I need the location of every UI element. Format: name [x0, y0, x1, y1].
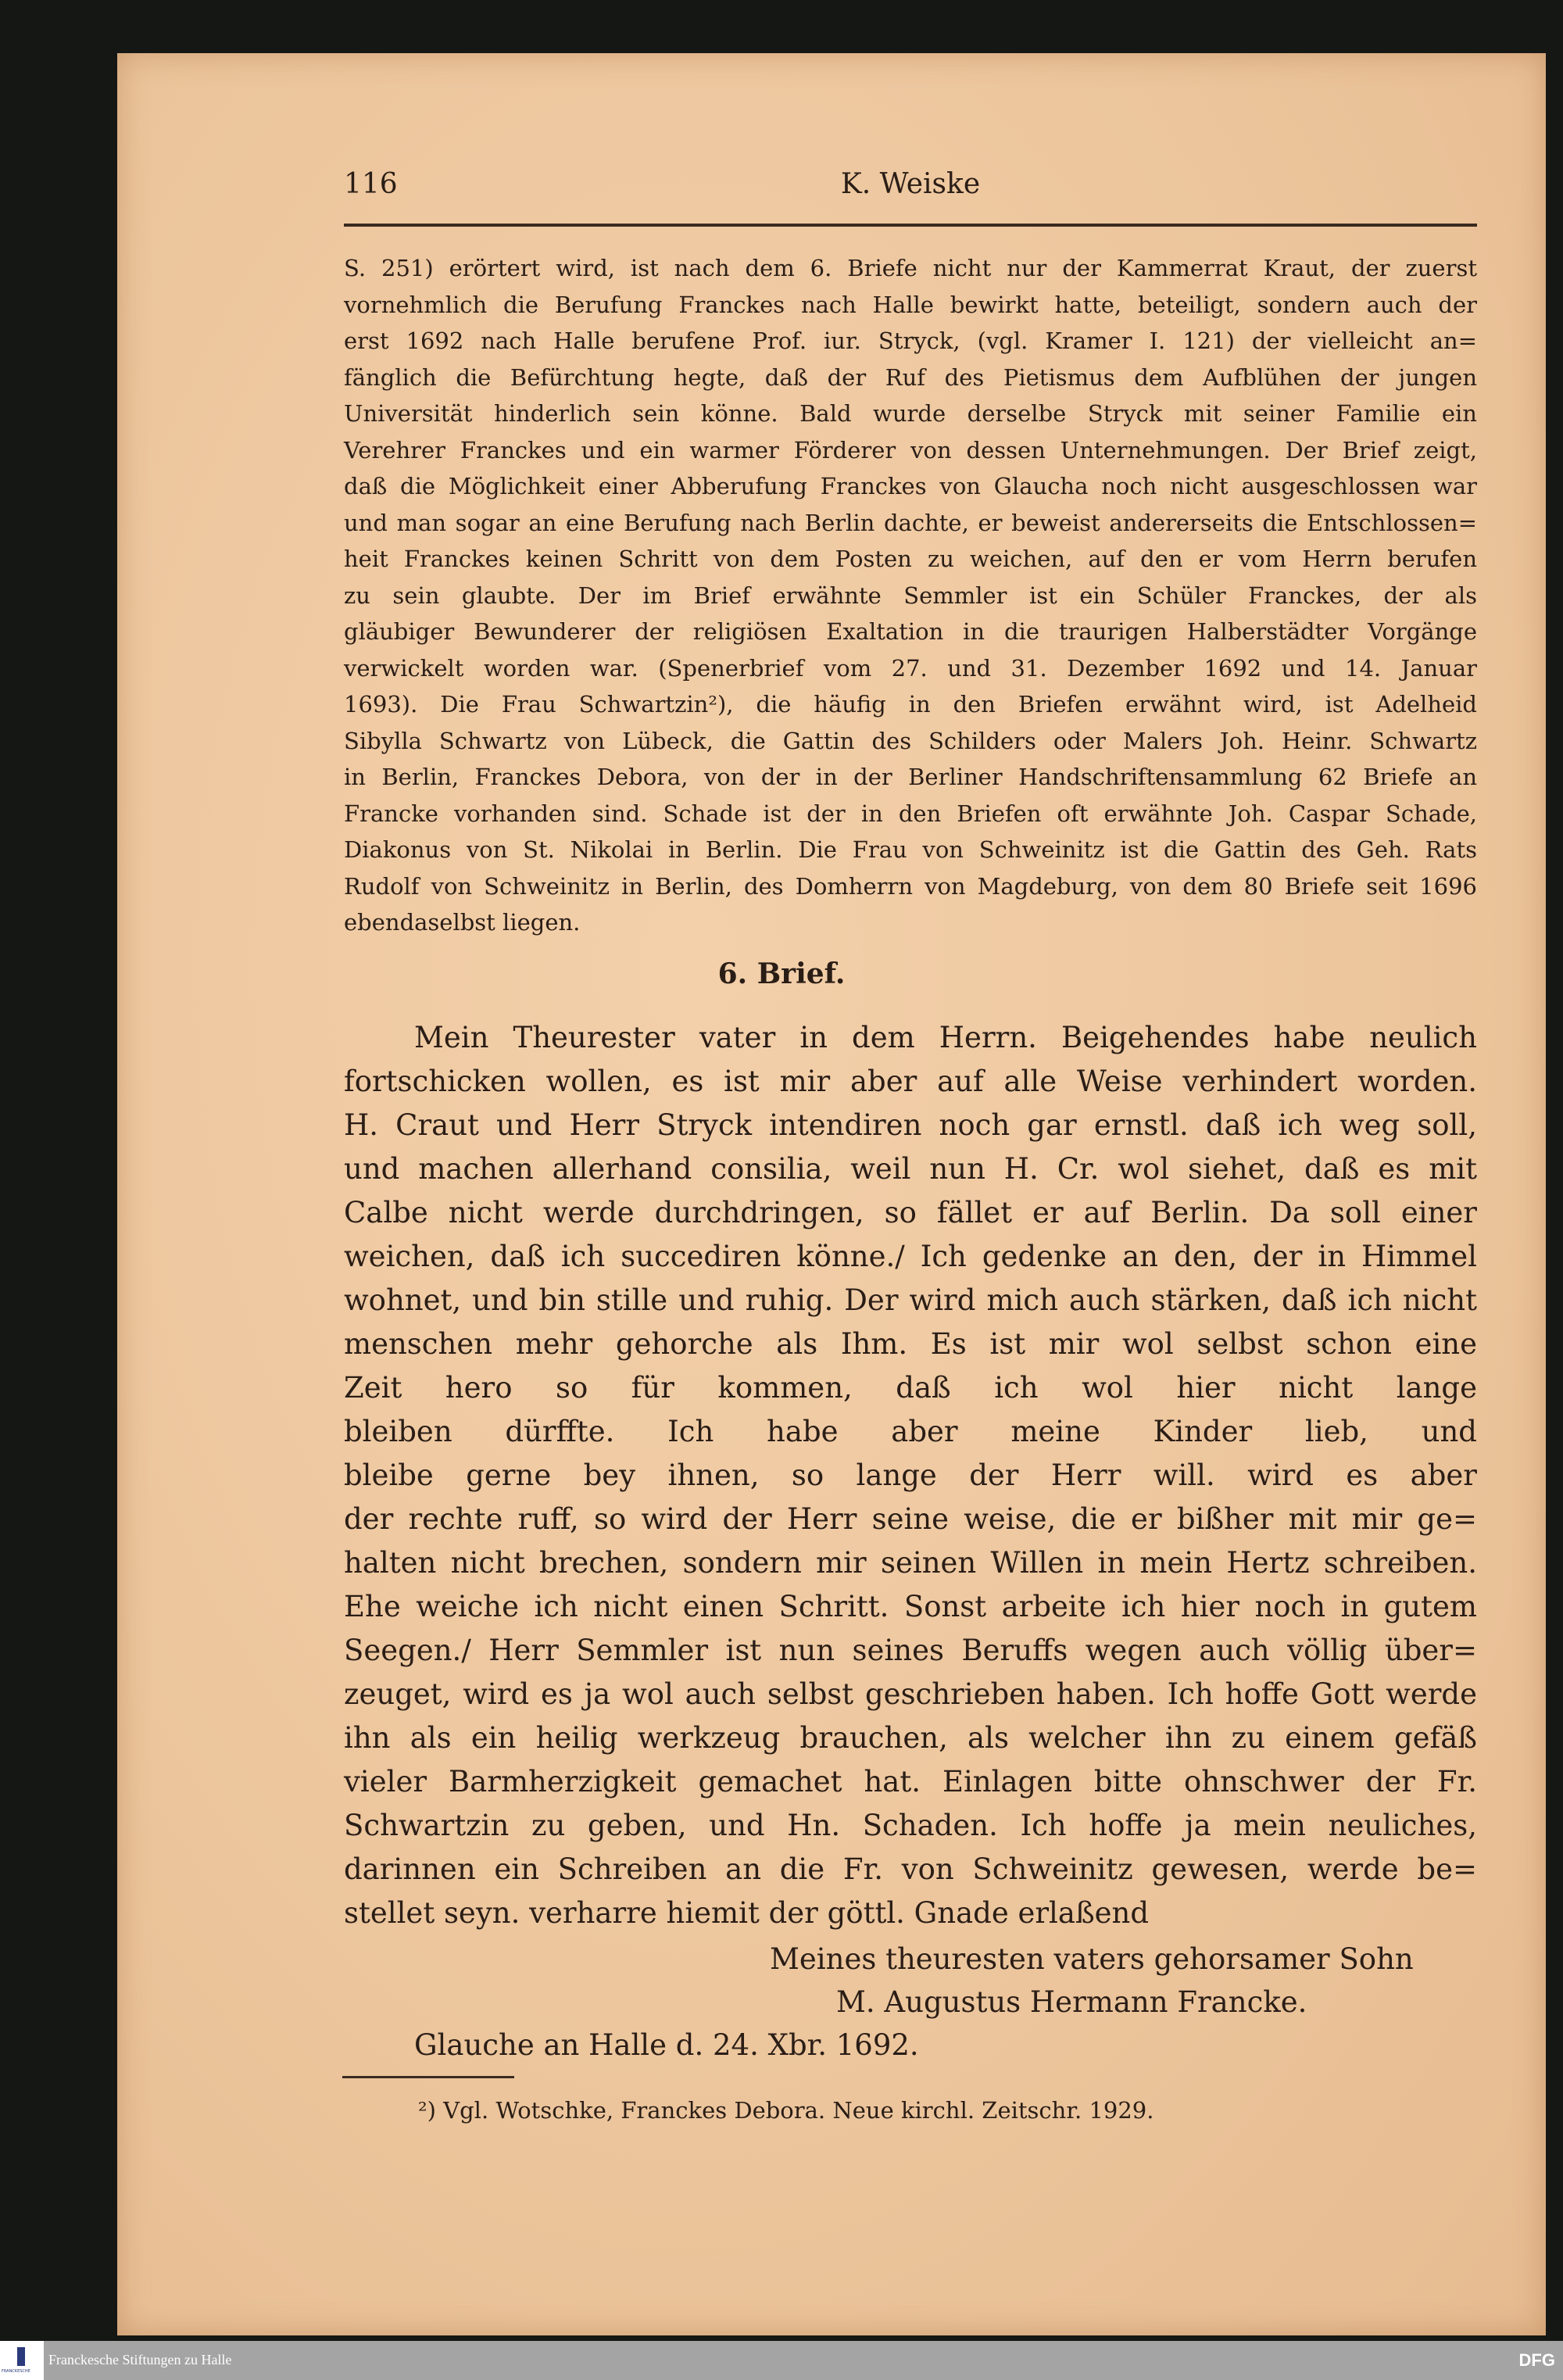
- text-line: der rechte ruff, so wird der Herr seine weise, die er bißher mit mir ge=: [344, 1502, 1477, 1536]
- text-line: Mein Theurester vater in dem Herrn. Beigehendes habe neulich: [414, 1021, 1477, 1054]
- text-line: Schwartzin zu geben, und Hn. Schaden. Ich hoffe ja mein neuliches,: [344, 1809, 1477, 1842]
- closing-line: Meines theuresten vaters gehorsamer Sohn: [770, 1942, 1414, 1976]
- text-line: vornehmlich die Berufung Franckes nach Halle bewirkt hatte, beteiligt, sondern auch der: [344, 291, 1477, 318]
- text-line: Sibylla Schwartz von Lübeck, die Gattin des Schilders oder Malers Joh. Heinr. Schwartz: [344, 727, 1477, 754]
- text-line: heit Franckes keinen Schritt von dem Posten zu weichen, auf den er vom Herrn berufen: [344, 546, 1477, 572]
- text-line: ihn als ein heilig werkzeug brauchen, als welcher ihn zu einem gefäß: [344, 1721, 1477, 1755]
- text-line: halten nicht brechen, sondern mir seinen Willen in mein Hertz schreiben.: [344, 1546, 1477, 1580]
- text-line: wohnet, und bin stille und ruhig. Der wird mich auch stärken, daß ich nicht: [344, 1283, 1477, 1317]
- text-line: darinnen ein Schreiben an die Fr. von Schweinitz gewesen, werde be=: [344, 1852, 1477, 1886]
- text-line: menschen mehr gehorche als Ihm. Es ist mir wol selbst schon eine: [344, 1327, 1477, 1361]
- footnote-rule: [342, 2076, 514, 2078]
- text-line: Francke vorhanden sind. Schade ist der in den Briefen oft erwähnte Joh. Caspar Schade,: [344, 800, 1477, 827]
- text-line: in Berlin, Franckes Debora, von der in der Berliner Handschriftensammlung 62 Briefe an: [344, 764, 1477, 790]
- text-line: stellet seyn. verharre hiemit der göttl. Gnade erlaßend: [344, 1896, 1150, 1930]
- text-line: bleibe gerne bey ihnen, so lange der Herr will. wird es aber: [344, 1458, 1477, 1492]
- text-line: Universität hinderlich sein könne. Bald wurde derselbe Stryck mit seiner Familie ein: [344, 400, 1477, 427]
- text-line: ebendaselbst liegen.: [344, 909, 581, 936]
- text-line: Seegen./ Herr Semmler ist nun seines Beruffs wegen auch völlig über=: [344, 1634, 1477, 1667]
- text-line: Ehe weiche ich nicht einen Schritt. Sonst arbeite ich hier noch in gutem: [344, 1590, 1477, 1623]
- signature: M. Augustus Hermann Francke.: [836, 1985, 1307, 2019]
- text-line: fänglich die Befürchtung hegte, daß der Ruf des Pietismus dem Aufblühen der jungen: [344, 363, 1477, 391]
- letter-text: [344, 1016, 1477, 1935]
- letter-title: 6. Brief.: [717, 957, 846, 990]
- text-line: bleiben dürffte. Ich habe aber meine Kinder lieb, und: [344, 1415, 1477, 1448]
- page-number: 116: [344, 168, 398, 200]
- text-line: Calbe nicht werde durchdringen, so fället er auf Berlin. Da soll einer: [344, 1196, 1477, 1229]
- running-header: [344, 168, 1477, 207]
- dfg-logo: DFG: [1518, 2350, 1555, 2370]
- text-line: Verehrer Franckes und ein warmer Förderer von dessen Unternehmungen. Der Brief zeigt,: [344, 436, 1477, 463]
- text-line: weichen, daß ich succediren könne./ Ich gedenke an den, der in Himmel: [344, 1240, 1477, 1273]
- text-line: zu sein glaubte. Der im Brief erwähnte Semmler ist ein Schüler Franckes, der als: [344, 582, 1477, 609]
- text-line: zeuget, wird es ja wol auch selbst geschrieben haben. Ich hoffe Gott werde: [344, 1677, 1477, 1711]
- text-line: Zeit hero so für kommen, daß ich wol hier nicht lange: [344, 1371, 1477, 1405]
- text-line: und machen allerhand consilia, weil nun H. Cr. wol siehet, daß es mit: [344, 1152, 1477, 1186]
- text-line: S. 251) erörtert wird, ist nach dem 6. Briefe nicht nur der Kammerrat Kraut, der zuerst: [344, 255, 1477, 281]
- text-line: und man sogar an eine Berufung nach Berlin dachte, er beweist andererseits die Entschlossen=: [344, 509, 1477, 536]
- text-line: H. Craut und Herr Stryck intendiren noch gar ernstl. daß ich weg soll,: [344, 1108, 1477, 1142]
- place-date: Glauche an Halle d. 24. Xbr. 1692.: [414, 2028, 919, 2062]
- text-line: verwickelt worden war. (Spenerbrief vom 27. und 31. Dezember 1692 und 14. Januar: [344, 654, 1477, 682]
- running-title: K. Weiske: [840, 168, 981, 200]
- text-line: Diakonus von St. Nikolai in Berlin. Die Frau von Schweinitz ist die Gattin des Geh. Rats: [344, 836, 1477, 863]
- text-line: daß die Möglichkeit einer Abberufung Franckes von Glaucha noch nicht ausgeschlossen war: [344, 473, 1477, 499]
- header-rule: [344, 224, 1477, 227]
- text-line: vieler Barmherzigkeit gemachet hat. Einlagen bitte ohnschwer der Fr.: [344, 1765, 1477, 1798]
- viewer-footer: [0, 2341, 1563, 2380]
- text-line: fortschicken wollen, es ist mir aber auf alle Weise verhindert worden.: [344, 1065, 1477, 1098]
- commentary-text: [344, 250, 1477, 941]
- footnote: ²) Vgl. Wotschke, Franckes Debora. Neue kirchl. Zeitschr. 1929.: [418, 2097, 1154, 2124]
- text-line: gläubiger Bewunderer der religiösen Exaltation in die traurigen Halberstädter Vorgänge: [344, 618, 1477, 645]
- text-line: 1693). Die Frau Schwartzin²), die häufig in den Briefen erwähnt wird, ist Adelheid: [344, 691, 1477, 718]
- text-line: Rudolf von Schweinitz in Berlin, des Domherrn von Magdeburg, von dem 80 Briefe seit 1696: [344, 872, 1477, 900]
- institution-logo: FRANCKESCHE: [0, 2341, 44, 2380]
- institution-name: Franckesche Stiftungen zu Halle: [48, 2352, 232, 2367]
- text-line: erst 1692 nach Halle berufene Prof. iur. Stryck, (vgl. Kramer I. 121) der vielleicht an=: [344, 327, 1477, 354]
